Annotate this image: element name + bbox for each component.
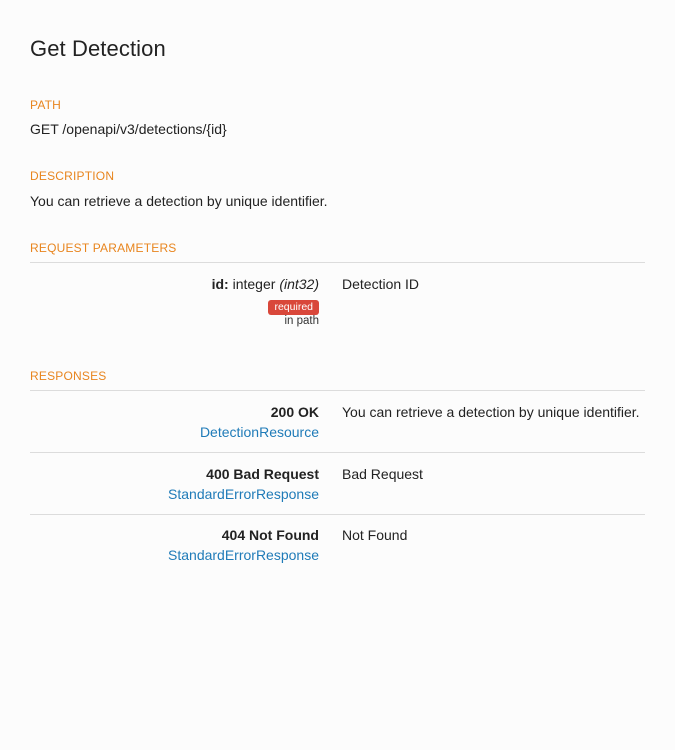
param-required-wrap xyxy=(30,297,319,315)
response-status: 404 Not Found xyxy=(221,527,319,543)
divider xyxy=(30,452,645,453)
divider xyxy=(30,262,645,263)
path-value: GET /openapi/v3/detections/{id} xyxy=(30,121,227,137)
divider xyxy=(30,390,645,391)
request-parameters-label: REQUEST PARAMETERS xyxy=(30,241,177,255)
page-title: Get Detection xyxy=(30,36,166,61)
response-schema-wrap xyxy=(30,486,319,502)
response-schema-link[interactable]: StandardErrorResponse xyxy=(168,547,319,563)
param-type: integer xyxy=(232,276,276,292)
param-format: (int32) xyxy=(279,276,319,292)
path-label: PATH xyxy=(30,98,62,112)
response-description: Bad Request xyxy=(342,466,423,482)
response-schema-link[interactable]: DetectionResource xyxy=(199,424,319,440)
responses-label: RESPONSES xyxy=(30,369,107,383)
response-status: 400 Bad Request xyxy=(206,466,319,482)
param-location: in path xyxy=(284,315,319,327)
response-description: Not Found xyxy=(342,527,408,543)
required-badge: required xyxy=(268,300,319,315)
description-label: DESCRIPTION xyxy=(30,169,115,183)
response-status: 200 OK xyxy=(270,404,319,420)
response-schema-wrap xyxy=(30,424,319,440)
param-signature xyxy=(30,276,319,292)
param-description: Detection ID xyxy=(342,276,420,292)
response-schema-link[interactable]: StandardErrorResponse xyxy=(168,486,319,502)
param-name: id: xyxy=(211,276,229,292)
response-description: You can retrieve a detection by unique identifier. xyxy=(342,404,640,420)
description-value: You can retrieve a detection by unique identifier. xyxy=(30,193,328,209)
response-schema-wrap xyxy=(30,547,319,563)
divider xyxy=(30,514,645,515)
